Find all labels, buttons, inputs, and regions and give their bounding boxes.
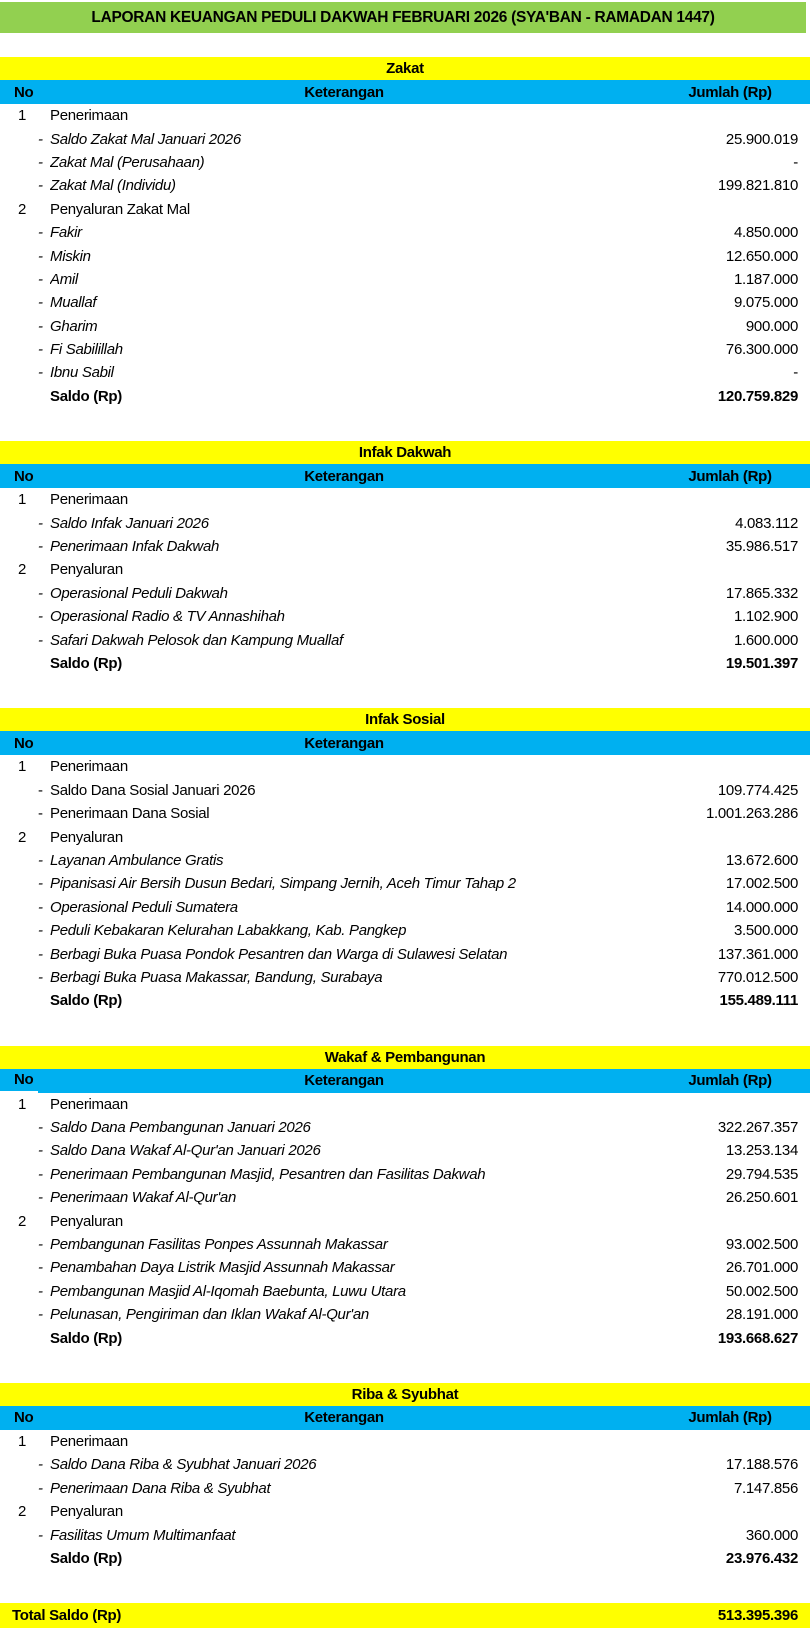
column-header-no: No: [14, 467, 34, 485]
column-header-keterangan: Keterangan: [304, 1409, 384, 1427]
row-value: 9.075.000: [733, 294, 798, 312]
table-row: [0, 174, 810, 197]
row-label: Penerimaan: [50, 1432, 128, 1450]
section-title-text: Infak Dakwah: [358, 444, 452, 462]
row-label: Pembangunan Masjid Al-Iqomah Baebunta, Luwu Utara: [50, 1282, 406, 1300]
row-value: 13.253.134: [725, 1142, 798, 1160]
row-label: Pelunasan, Pengiriman dan Iklan Wakaf Al-Qur'an: [50, 1306, 369, 1324]
row-value: 50.002.500: [725, 1282, 798, 1300]
column-header-keterangan: Keterangan: [304, 1072, 384, 1089]
row-label: Gharim: [50, 317, 98, 335]
column-header-jumlah: Jumlah (Rp): [688, 1409, 772, 1427]
table-row: [0, 1093, 810, 1116]
row-value: 4.850.000: [733, 224, 798, 242]
row-value: -: [793, 364, 798, 382]
row-label: Saldo (Rp): [50, 992, 122, 1010]
row-dash: -: [38, 1259, 43, 1277]
section-title-text: Wakaf & Pembangunan: [324, 1048, 486, 1066]
row-label: Penerimaan: [50, 107, 128, 125]
row-label: Operasional Radio & TV Annashihah: [50, 608, 285, 626]
row-label: Penerimaan: [50, 491, 128, 509]
row-value: -: [793, 153, 798, 171]
row-value: 137.361.000: [717, 945, 798, 963]
table-row: [0, 896, 810, 919]
table-row: [0, 1139, 810, 1162]
row-label: Penerimaan Dana Sosial: [50, 805, 210, 823]
section-title-bar: [0, 441, 810, 464]
row-dash: -: [38, 1189, 43, 1207]
row-value: 1.102.900: [733, 608, 798, 626]
row-value: 7.147.856: [733, 1479, 798, 1497]
row-number: 1: [18, 491, 27, 509]
row-label: Penyaluran: [50, 561, 123, 579]
row-dash: -: [38, 584, 43, 602]
saldo-row: [0, 989, 810, 1012]
row-label: Layanan Ambulance Gratis: [50, 851, 224, 869]
column-header-no: No: [14, 83, 34, 101]
row-number: 1: [18, 1432, 27, 1450]
table-row: [0, 872, 810, 895]
row-dash: -: [38, 364, 43, 382]
table-row: [0, 315, 810, 338]
row-value: 199.821.810: [717, 177, 798, 195]
row-label: Penyaluran: [50, 1212, 123, 1230]
table-row: [0, 1303, 810, 1326]
saldo-row: [0, 1547, 810, 1570]
row-label: Pipanisasi Air Bersih Dusun Bedari, Simpang Jernih, Aceh Timur Tahap 2: [50, 875, 516, 893]
total-saldo-bar: [0, 1603, 810, 1628]
row-label: Berbagi Buka Puasa Pondok Pesantren dan Warga di Sulawesi Selatan: [50, 945, 508, 963]
column-header-bar: [0, 80, 810, 104]
table-row: [0, 1256, 810, 1279]
row-label: Muallaf: [50, 294, 97, 312]
column-header-bar: [0, 1406, 810, 1430]
row-dash: -: [38, 1282, 43, 1300]
row-number: 1: [18, 107, 27, 125]
row-value: 17.002.500: [725, 875, 798, 893]
row-value: 155.489.111: [719, 992, 798, 1010]
saldo-row: [0, 1326, 810, 1349]
column-header-no: No: [0, 1069, 38, 1093]
section-zakat: [0, 57, 810, 408]
table-row: [0, 535, 810, 558]
row-value: 1.001.263.286: [705, 805, 798, 823]
table-row: [0, 849, 810, 872]
table-row: [0, 291, 810, 314]
row-number: 1: [18, 758, 27, 776]
row-label: Penerimaan: [50, 1095, 128, 1113]
row-label: Amil: [50, 270, 78, 288]
row-number: 2: [18, 828, 27, 846]
table-row: [0, 244, 810, 267]
row-value: 14.000.000: [725, 898, 798, 916]
row-value: 1.187.000: [733, 270, 798, 288]
row-dash: -: [38, 1142, 43, 1160]
row-dash: -: [38, 1456, 43, 1474]
row-dash: -: [38, 153, 43, 171]
table-row: [0, 1477, 810, 1500]
row-dash: -: [38, 875, 43, 893]
table-row: [0, 1209, 810, 1232]
row-dash: -: [38, 130, 43, 148]
row-value: 120.759.829: [717, 387, 798, 405]
row-label: Miskin: [50, 247, 91, 265]
column-header-bar: [0, 1069, 810, 1093]
row-dash: -: [38, 608, 43, 626]
row-dash: -: [38, 177, 43, 195]
report-sections: [0, 57, 810, 1570]
row-value: 12.650.000: [725, 247, 798, 265]
table-row: [0, 802, 810, 825]
row-dash: -: [38, 1306, 43, 1324]
row-label: Operasional Peduli Dakwah: [50, 584, 228, 602]
row-dash: -: [38, 1165, 43, 1183]
row-dash: -: [38, 538, 43, 556]
row-dash: -: [38, 1526, 43, 1544]
row-dash: -: [38, 270, 43, 288]
table-row: [0, 198, 810, 221]
section-title-text: Riba & Syubhat: [351, 1385, 459, 1403]
row-label: Saldo Dana Sosial Januari 2026: [50, 781, 256, 799]
row-value: 19.501.397: [725, 655, 798, 672]
row-label: Penyaluran Zakat Mal: [50, 200, 190, 218]
section-title-text: Infak Sosial: [365, 711, 445, 729]
table-row: [0, 1280, 810, 1303]
table-row: [0, 488, 810, 511]
row-label: Saldo Zakat Mal Januari 2026: [50, 130, 241, 148]
row-value: 770.012.500: [717, 968, 798, 986]
section-title-bar: [0, 1383, 810, 1406]
row-dash: -: [38, 851, 43, 869]
column-header-jumlah: Jumlah (Rp): [688, 467, 772, 485]
row-dash: -: [38, 968, 43, 986]
row-dash: -: [38, 805, 43, 823]
report-title: LAPORAN KEUANGAN PEDULI DAKWAH FEBRUARI 2026 (SYA'BAN - RAMADAN 1447): [91, 8, 715, 26]
table-row: [0, 1523, 810, 1546]
row-label: Penerimaan Infak Dakwah: [50, 538, 220, 556]
row-value: 17.865.332: [725, 584, 798, 602]
saldo-row: [0, 385, 810, 408]
section-infak-sosial: [0, 708, 810, 1012]
section-riba-syubhat: [0, 1383, 810, 1570]
row-value: 29.794.535: [725, 1165, 798, 1183]
table-row: [0, 755, 810, 778]
column-header-no: No: [14, 1409, 34, 1427]
column-header-keterangan: Keterangan: [304, 467, 384, 485]
section-title-bar: [0, 1046, 810, 1069]
saldo-row: [0, 652, 810, 675]
row-label: Zakat Mal (Individu): [50, 177, 176, 195]
table-row: [0, 1500, 810, 1523]
row-value: 26.250.601: [725, 1189, 798, 1207]
row-label: Penyaluran: [50, 1503, 123, 1521]
row-label: Penyaluran: [50, 828, 123, 846]
table-row: [0, 127, 810, 150]
row-label: Peduli Kebakaran Kelurahan Labakkang, Kab. Pangkep: [50, 922, 407, 940]
table-row: [0, 582, 810, 605]
row-dash: -: [38, 224, 43, 242]
row-value: 35.986.517: [725, 538, 798, 556]
row-label: Safari Dakwah Pelosok dan Kampung Muallaf: [50, 631, 343, 649]
row-label: Penerimaan Pembangunan Masjid, Pesantren dan Fasilitas Dakwah: [50, 1165, 486, 1183]
column-header-no: No: [14, 734, 34, 752]
row-value: 322.267.357: [717, 1119, 798, 1137]
row-dash: -: [38, 294, 43, 312]
section-title-bar: [0, 57, 810, 80]
total-saldo-label: Total Saldo (Rp): [12, 1607, 122, 1625]
table-row: [0, 919, 810, 942]
row-label: Saldo (Rp): [50, 387, 122, 405]
table-row: [0, 221, 810, 244]
row-label: Ibnu Sabil: [50, 364, 114, 382]
row-value: 360.000: [745, 1526, 798, 1544]
table-row: [0, 1116, 810, 1139]
row-value: 17.188.576: [725, 1456, 798, 1474]
section-wakaf-pembangunan: [0, 1046, 810, 1350]
row-value: 1.600.000: [733, 631, 798, 649]
section-title-text: Zakat: [386, 60, 424, 77]
row-dash: -: [38, 514, 43, 532]
table-row: [0, 151, 810, 174]
row-label: Zakat Mal (Perusahaan): [50, 153, 205, 171]
row-number: 2: [18, 561, 27, 579]
row-dash: -: [38, 1236, 43, 1254]
row-label: Saldo (Rp): [50, 655, 122, 672]
table-row: [0, 338, 810, 361]
row-label: Pembangunan Fasilitas Ponpes Assunnah Makassar: [50, 1236, 388, 1254]
report-title-bar: [0, 2, 806, 33]
row-number: 1: [18, 1095, 27, 1113]
column-header-keterangan: Keterangan: [304, 83, 384, 101]
row-label: Saldo Dana Riba & Syubhat Januari 2026: [50, 1456, 317, 1474]
table-row: [0, 966, 810, 989]
row-value: 23.976.432: [725, 1549, 798, 1567]
row-number: 2: [18, 1503, 27, 1521]
row-value: 3.500.000: [733, 922, 798, 940]
table-row: [0, 1186, 810, 1209]
row-label: Saldo Dana Wakaf Al-Qur'an Januari 2026: [50, 1142, 321, 1160]
table-row: [0, 558, 810, 581]
section-infak-dakwah: [0, 441, 810, 675]
table-row: [0, 779, 810, 802]
row-dash: -: [38, 898, 43, 916]
row-value: 193.668.627: [717, 1329, 798, 1347]
row-dash: -: [38, 1119, 43, 1137]
row-dash: -: [38, 945, 43, 963]
row-value: 26.701.000: [725, 1259, 798, 1277]
row-label: Saldo (Rp): [50, 1329, 122, 1347]
total-saldo-value: 513.395.396: [717, 1607, 798, 1625]
row-label: Saldo (Rp): [50, 1549, 122, 1567]
row-label: Penerimaan Wakaf Al-Qur'an: [50, 1189, 236, 1207]
column-header-jumlah: Jumlah (Rp): [688, 83, 772, 101]
row-label: Penerimaan Dana Riba & Syubhat: [50, 1479, 271, 1497]
row-dash: -: [38, 317, 43, 335]
row-dash: -: [38, 341, 43, 359]
row-label: Saldo Dana Pembangunan Januari 2026: [50, 1119, 311, 1137]
table-row: [0, 361, 810, 384]
table-row: [0, 825, 810, 848]
table-row: [0, 1453, 810, 1476]
row-dash: -: [38, 1479, 43, 1497]
column-header-jumlah: Jumlah (Rp): [688, 1072, 772, 1089]
row-value: 28.191.000: [725, 1306, 798, 1324]
row-label: Fakir: [50, 224, 82, 242]
row-value: 109.774.425: [717, 781, 798, 799]
row-label: Penambahan Daya Listrik Masjid Assunnah Makassar: [50, 1259, 395, 1277]
row-number: 2: [18, 200, 27, 218]
row-label: Saldo Infak Januari 2026: [50, 514, 209, 532]
row-label: Fasilitas Umum Multimanfaat: [50, 1526, 236, 1544]
row-value: 25.900.019: [725, 130, 798, 148]
row-dash: -: [38, 922, 43, 940]
column-header-bar: [0, 731, 810, 755]
row-value: 4.083.112: [735, 514, 798, 532]
row-dash: -: [38, 247, 43, 265]
table-row: [0, 268, 810, 291]
row-dash: -: [38, 631, 43, 649]
table-row: [0, 605, 810, 628]
row-value: 93.002.500: [725, 1236, 798, 1254]
row-value: 76.300.000: [725, 341, 798, 359]
column-header-keterangan: Keterangan: [304, 734, 384, 752]
row-value: 13.672.600: [725, 851, 798, 869]
table-row: [0, 104, 810, 127]
table-row: [0, 1430, 810, 1453]
table-row: [0, 628, 810, 651]
section-title-bar: [0, 708, 810, 731]
row-value: 900.000: [745, 317, 798, 335]
row-label: Fi Sabilillah: [50, 341, 123, 359]
row-label: Operasional Peduli Sumatera: [50, 898, 238, 916]
row-label: Penerimaan: [50, 758, 128, 776]
row-dash: -: [38, 781, 43, 799]
column-header-bar: [0, 464, 810, 488]
table-row: [0, 1233, 810, 1256]
table-row: [0, 1163, 810, 1186]
table-row: [0, 942, 810, 965]
table-row: [0, 511, 810, 534]
row-label: Berbagi Buka Puasa Makassar, Bandung, Surabaya: [50, 968, 383, 986]
row-number: 2: [18, 1212, 27, 1230]
